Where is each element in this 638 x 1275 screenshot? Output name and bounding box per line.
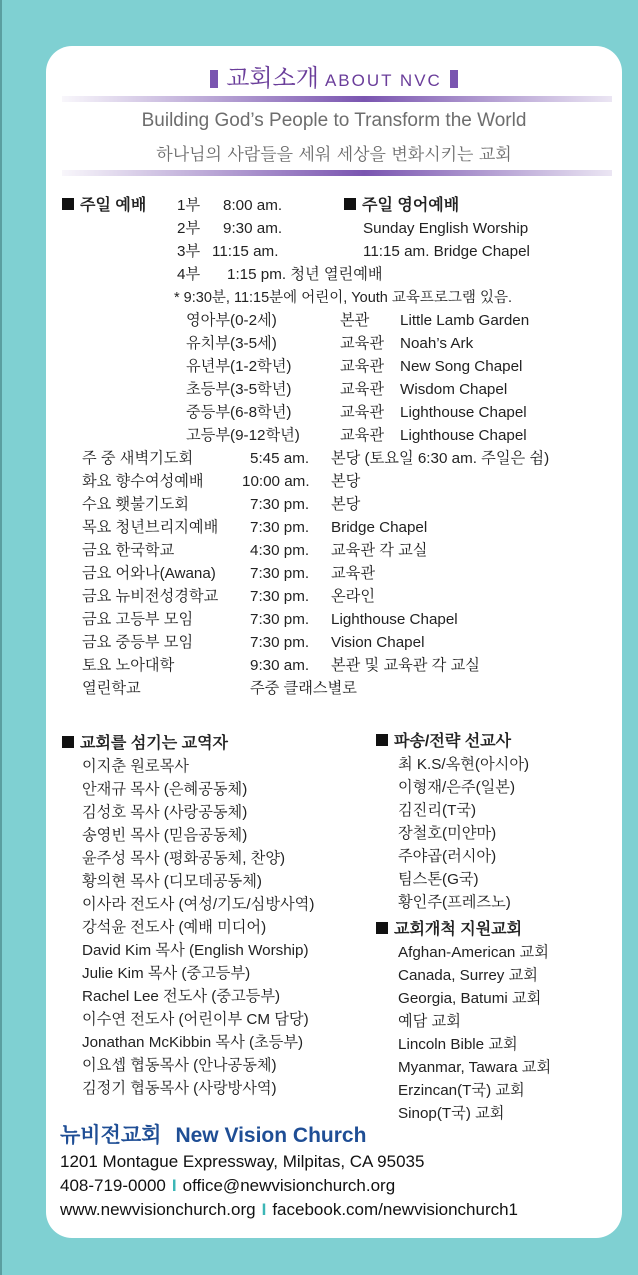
weekly-time: 주중 클래스별로	[250, 680, 357, 697]
english-service-name: Sunday English Worship	[363, 220, 529, 237]
separator: I	[261, 1200, 267, 1219]
church-name-korean: 뉴비전교회	[60, 1124, 162, 1147]
minister-item: David Kim 목사 (English Worship)	[82, 942, 309, 959]
weekly-name: 토요 노아대학	[82, 657, 175, 674]
weekly-name: 금요 고등부 모임	[82, 611, 194, 628]
weekly-time: 7:30 pm.	[250, 519, 310, 536]
left-border	[0, 0, 2, 1275]
minister-item: 송영빈 목사 (믿음공동체)	[82, 827, 248, 844]
minister-item: Rachel Lee 전도사 (중고등부)	[82, 988, 281, 1005]
english-service-time: 11:15 am. Bridge Chapel	[363, 243, 530, 260]
minister-item: 이요셉 협동목사 (안나공동체)	[82, 1057, 277, 1074]
bullet-square-icon	[344, 198, 356, 210]
section-title	[46, 58, 622, 93]
department-room: Lighthouse Chapel	[400, 427, 527, 444]
weekly-place: 본당	[331, 496, 361, 513]
missionary-item: 이형재/은주(일본)	[398, 779, 516, 796]
bullet-square-icon	[376, 734, 388, 746]
service-part: 4부	[177, 266, 201, 283]
minister-item: 윤주성 목사 (평화공동체, 찬양)	[82, 850, 286, 867]
church-plant-item: Erzincan(T국) 교회	[398, 1082, 525, 1099]
sunday-service-heading: 주일 예배	[62, 196, 146, 216]
divider-top	[62, 96, 612, 102]
phone[interactable]: 408-719-0000	[60, 1176, 166, 1195]
missionaries-heading: 파송/전략 선교사	[376, 732, 511, 752]
weekly-name: 열린학교	[82, 680, 141, 697]
department-room: Lighthouse Chapel	[400, 404, 527, 421]
weekly-place: 교육관 각 교실	[331, 542, 428, 559]
weekly-place: 본당 (토요일 6:30 am. 주일은 쉼)	[331, 450, 550, 467]
weekly-name: 주 중 새벽기도회	[82, 450, 194, 467]
missionary-item: 김진리(T국)	[398, 802, 477, 819]
minister-item: Julie Kim 목사 (중고등부)	[82, 965, 251, 982]
weekly-time: 7:30 pm.	[250, 588, 310, 605]
info-card	[46, 46, 622, 1238]
missionary-item: 팀스톤(G국)	[398, 871, 479, 888]
weekly-place: 본당	[331, 473, 361, 490]
ministers-heading: 교회를 섬기는 교역자	[62, 734, 228, 754]
bullet-square-icon	[62, 198, 74, 210]
weekly-place: 본관 및 교육관 각 교실	[331, 657, 480, 674]
service-time: 9:30 am.	[223, 220, 283, 237]
minister-item: 김정기 협동목사 (사랑방사역)	[82, 1080, 277, 1097]
divider-bottom	[62, 170, 612, 176]
service-part: 2부	[177, 220, 201, 237]
church-plant-item: Lincoln Bible 교회	[398, 1036, 518, 1053]
department-building: 교육관	[340, 358, 385, 375]
minister-item: 안재규 목사 (은혜공동체)	[82, 781, 248, 798]
department-building: 교육관	[340, 427, 385, 444]
weekly-place: 교육관	[331, 565, 376, 582]
weekly-name: 목요 청년브리지예배	[82, 519, 219, 536]
website-link[interactable]: www.newvisionchurch.org	[60, 1200, 256, 1219]
title-bar-right	[450, 70, 458, 88]
slogan-english: Building God’s People to Transform the World	[141, 110, 527, 131]
weekly-time: 7:30 pm.	[250, 565, 310, 582]
church-plant-item: Myanmar, Tawara 교회	[398, 1059, 552, 1076]
email-link[interactable]: office@newvisionchurch.org	[182, 1176, 396, 1195]
church-plants-heading: 교회개척 지원교회	[376, 920, 522, 940]
bullet-square-icon	[62, 736, 74, 748]
contact-line-2	[60, 1200, 518, 1220]
department-name: 유치부(3-5세)	[186, 335, 277, 352]
department-name: 영아부(0-2세)	[186, 312, 277, 329]
address: 1201 Montague Expressway, Milpitas, CA 95035	[60, 1152, 425, 1171]
separator: I	[171, 1176, 177, 1195]
minister-item: Jonathan McKibbin 목사 (초등부)	[82, 1034, 304, 1051]
church-plant-item: Canada, Surrey 교회	[398, 967, 538, 984]
service-time: 8:00 am.	[223, 197, 283, 214]
department-room: Wisdom Chapel	[400, 381, 508, 398]
title-english: ABOUT NVC	[324, 71, 442, 90]
missionary-item: 황인주(프레즈노)	[398, 894, 511, 911]
weekly-place: Vision Chapel	[331, 634, 425, 651]
weekly-name: 금요 한국학교	[82, 542, 175, 559]
department-name: 중등부(6-8학년)	[186, 404, 292, 421]
department-room: New Song Chapel	[400, 358, 523, 375]
minister-item: 강석윤 전도사 (예배 미디어)	[82, 919, 267, 936]
department-room: Noah’s Ark	[400, 335, 474, 352]
weekly-place: 온라인	[331, 588, 376, 605]
weekly-place: Lighthouse Chapel	[331, 611, 458, 628]
minister-item: 황의현 목사 (디모데공동체)	[82, 873, 262, 890]
department-building: 교육관	[340, 381, 385, 398]
weekly-time: 7:30 pm.	[250, 634, 310, 651]
bullet-square-icon	[376, 922, 388, 934]
weekly-name: 수요 횃불기도회	[82, 496, 189, 513]
weekly-time: 4:30 pm.	[250, 542, 310, 559]
weekly-time: 5:45 am.	[250, 450, 310, 467]
title-bar-left	[210, 70, 218, 88]
department-name: 초등부(3-5학년)	[186, 381, 292, 398]
church-plant-item: 예담 교회	[398, 1013, 461, 1030]
missionary-item: 주야곱(러시아)	[398, 848, 497, 865]
minister-item: 이수연 전도사 (어린이부 CM 담당)	[82, 1011, 309, 1028]
church-name	[60, 1119, 366, 1149]
english-service-heading: 주일 영어예배	[344, 196, 459, 216]
slogan-korean: 하나님의 사람들을 세워 세상을 변화시키는 교회	[156, 145, 512, 165]
title-korean: 교회소개	[226, 64, 319, 92]
department-name: 고등부(9-12학년)	[186, 427, 300, 444]
service-time: 11:15 am.	[212, 243, 279, 260]
weekly-name: 금요 어와나(Awana)	[82, 565, 216, 582]
service-part: 1부	[177, 197, 201, 214]
minister-item: 김성호 목사 (사랑공동체)	[82, 804, 248, 821]
minister-item: 이사라 전도사 (여성/기도/심방사역)	[82, 896, 315, 913]
missionary-item: 장철호(미얀마)	[398, 825, 497, 842]
department-building: 본관	[340, 312, 370, 329]
service-time: 1:15 pm. 청년 열린예배	[227, 266, 383, 283]
weekly-name: 금요 뉴비전성경학교	[82, 588, 219, 605]
church-plant-item: Afghan-American 교회	[398, 944, 549, 961]
minister-item: 이지춘 원로목사	[82, 758, 189, 775]
weekly-name: 금요 중등부 모임	[82, 634, 194, 651]
department-building: 교육관	[340, 404, 385, 421]
service-part: 3부	[177, 243, 201, 260]
church-name-english: New Vision Church	[175, 1124, 367, 1147]
weekly-time: 10:00 am.	[242, 473, 310, 490]
weekly-time: 7:30 pm.	[250, 611, 310, 628]
department-building: 교육관	[340, 335, 385, 352]
department-name: 유년부(1-2학년)	[186, 358, 292, 375]
church-plant-item: Sinop(T국) 교회	[398, 1105, 505, 1122]
contact-line-1	[60, 1176, 395, 1196]
weekly-time: 7:30 pm.	[250, 496, 310, 513]
weekly-place: Bridge Chapel	[331, 519, 428, 536]
program-note: * 9:30분, 11:15분에 어린이, Youth 교육프로그램 있음.	[174, 290, 512, 306]
weekly-name: 화요 향수여성예배	[82, 473, 204, 490]
church-plant-item: Georgia, Batumi 교회	[398, 990, 542, 1007]
facebook-link[interactable]: facebook.com/newvisionchurch1	[272, 1200, 519, 1219]
missionary-item: 최 K.S/옥현(아시아)	[398, 756, 530, 773]
weekly-time: 9:30 am.	[250, 657, 310, 674]
department-room: Little Lamb Garden	[400, 312, 530, 329]
